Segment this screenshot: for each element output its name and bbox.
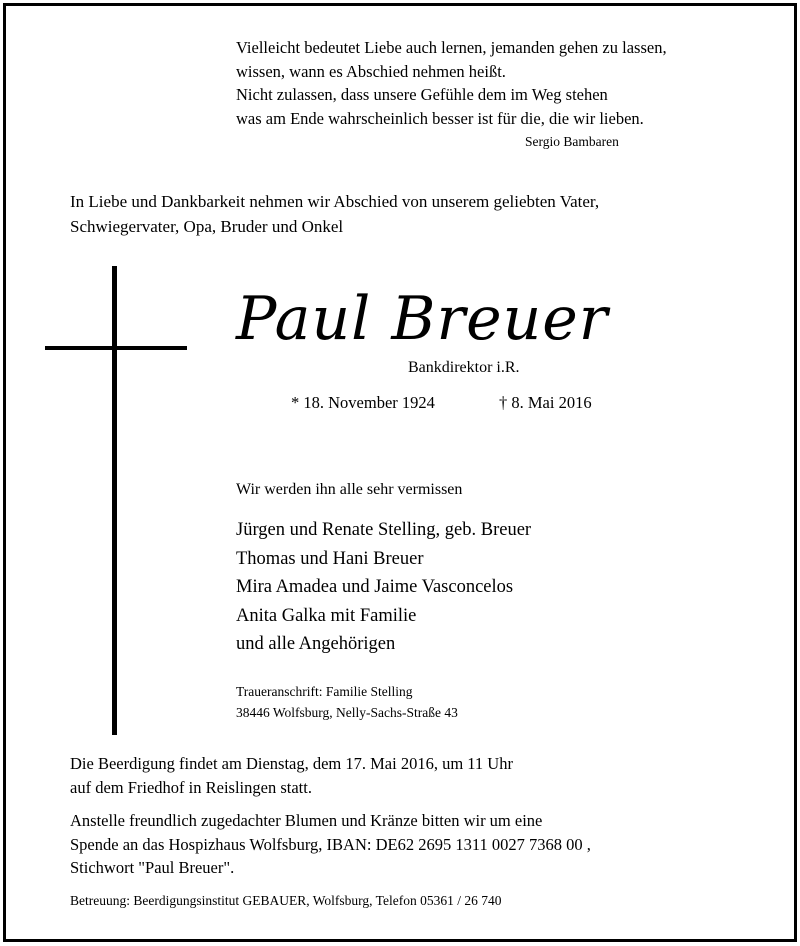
funeral-line: Die Beerdigung findet am Dienstag, dem 17. Mai 2016, um 11 Uhr: [70, 754, 513, 773]
donation-line: Stichwort "Paul Breuer".: [70, 858, 235, 877]
quote-block: [236, 36, 667, 130]
funeral-info: [70, 752, 513, 799]
address-line: Traueranschrift: Familie Stelling: [236, 684, 413, 699]
mourners-heading: Wir werden ihn alle sehr vermissen: [236, 481, 463, 498]
cross-horizontal-bar: [45, 346, 187, 350]
quote-author: Sergio Bambaren: [525, 134, 619, 149]
intro-line: Schwiegervater, Opa, Bruder und Onkel: [70, 217, 344, 236]
address-line: 38446 Wolfsburg, Nelly-Sachs-Straße 43: [236, 705, 458, 720]
mourners-list: [236, 516, 531, 659]
funeral-service-credit: Betreuung: Beerdigungsinstitut GEBAUER, Wolfsburg, Telefon 05361 / 26 740: [70, 893, 502, 908]
intro-line: In Liebe und Dankbarkeit nehmen wir Abschied von unserem geliebten Vater,: [70, 192, 600, 211]
quote-line: was am Ende wahrscheinlich besser ist für die, die wir lieben.: [236, 108, 644, 128]
notice-border: [3, 3, 797, 942]
mourner-name: Thomas und Hani Breuer: [236, 548, 424, 569]
intro-text: [70, 189, 599, 239]
deceased-name: Paul Breuer: [236, 284, 609, 354]
quote-line: wissen, wann es Abschied nehmen heißt.: [236, 61, 506, 81]
mourner-name: Mira Amadea und Jaime Vasconcelos: [236, 577, 514, 597]
quote-line: Nicht zulassen, dass unsere Gefühle dem im Weg stehen: [236, 85, 608, 104]
cross-vertical-bar: [112, 266, 117, 735]
death-date: † 8. Mai 2016: [499, 393, 592, 412]
deceased-title: Bankdirektor i.R.: [408, 359, 520, 376]
funeral-line: auf dem Friedhof in Reislingen statt.: [70, 777, 312, 797]
birth-date: * 18. November 1924: [291, 393, 435, 412]
donation-line: Anstelle freundlich zugedachter Blumen und Kränze bitten wir um eine: [70, 811, 543, 830]
quote-line: Vielleicht bedeutet Liebe auch lernen, jemanden gehen zu lassen,: [236, 38, 667, 57]
mourning-address: [236, 681, 458, 723]
mourner-name: und alle Angehörigen: [236, 634, 396, 654]
donation-info: [70, 809, 591, 880]
mourner-name: Anita Galka mit Familie: [236, 605, 417, 626]
donation-line: Spende an das Hospizhaus Wolfsburg, IBAN: DE62 2695 1311 0027 7368 00 ,: [70, 834, 591, 854]
mourner-name: Jürgen und Renate Stelling, geb. Breuer: [236, 520, 532, 540]
